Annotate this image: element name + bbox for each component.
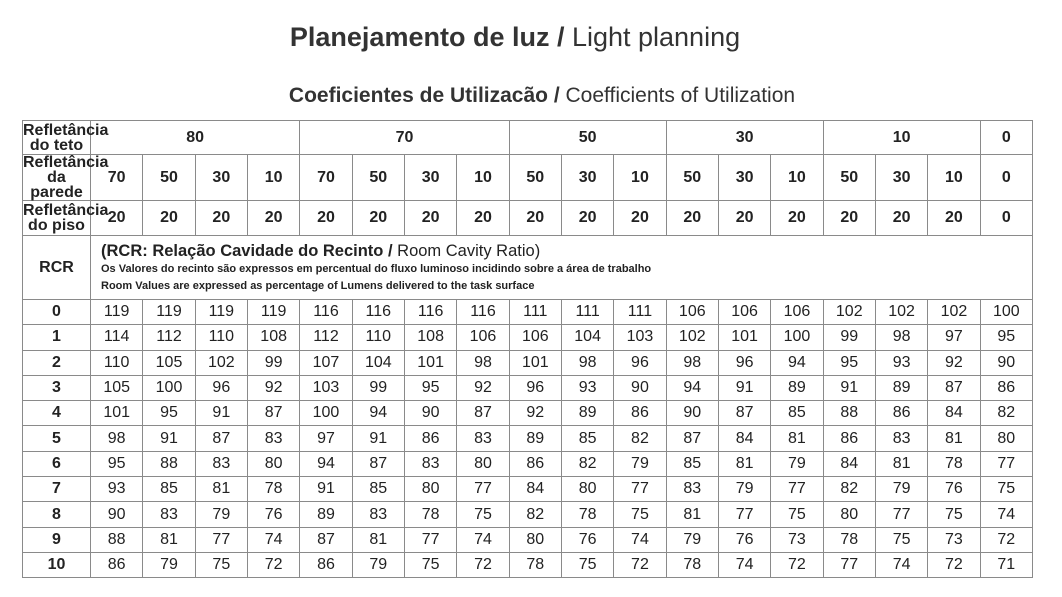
rcr-note-portuguese: Os Valores do recinto são expressos em percentual do fluxo luminoso incidindo sobre a área de trabalho [101,262,652,275]
table-cell: 83 [457,426,509,451]
table-cell: 92 [457,375,509,400]
floor-value: 20 [404,201,456,236]
table-cell: 116 [457,300,509,325]
ceiling-value: 0 [980,121,1032,155]
table-cell: 97 [300,426,352,451]
table-cell: 95 [404,375,456,400]
rcr-note-title [101,241,1032,261]
table-cell: 100 [980,300,1032,325]
floor-value: 20 [771,201,823,236]
table-cell: 74 [980,502,1032,527]
table-cell: 91 [143,426,195,451]
table-cell: 88 [91,527,143,552]
floor-value: 20 [195,201,247,236]
wall-label-line1: Refletância [23,154,109,171]
rcr-row-label: 8 [23,502,91,527]
wall-value: 50 [352,155,404,201]
rcr-row-label: 9 [23,527,91,552]
table-cell: 100 [300,401,352,426]
table-cell: 98 [561,350,613,375]
table-cell: 76 [928,477,980,502]
table-cell: 76 [718,527,770,552]
table-cell: 74 [457,527,509,552]
table-cell: 82 [823,477,875,502]
wall-value: 70 [300,155,352,201]
table-cell: 82 [980,401,1032,426]
table-cell: 87 [352,451,404,476]
table-cell: 119 [143,300,195,325]
table-cell: 90 [91,502,143,527]
table-cell: 86 [404,426,456,451]
table-cell: 71 [980,552,1032,577]
wall-value: 50 [823,155,875,201]
table-cell: 75 [614,502,666,527]
table-cell: 79 [614,451,666,476]
table-cell: 87 [718,401,770,426]
page-title-bold: Planejamento de luz / [289,22,565,52]
table-cell: 110 [91,350,143,375]
table-cell: 102 [823,300,875,325]
table-cell: 87 [247,401,299,426]
table-cell: 86 [300,552,352,577]
table-cell: 95 [143,401,195,426]
table-cell: 94 [666,375,718,400]
table-cell: 86 [509,451,561,476]
table-cell: 82 [509,502,561,527]
table-cell: 106 [718,300,770,325]
table-cell: 106 [771,300,823,325]
table-cell: 80 [509,527,561,552]
wall-value: 30 [404,155,456,201]
table-cell: 75 [457,502,509,527]
table-cell: 72 [928,552,980,577]
coefficients-table [22,120,1033,578]
rcr-row-label: 3 [23,375,91,400]
rcr-label: RCR [23,236,91,300]
table-cell: 77 [771,477,823,502]
table-cell: 78 [823,527,875,552]
table-cell: 97 [928,325,980,350]
floor-reflectance-row [23,201,1033,236]
table-cell: 91 [300,477,352,502]
floor-value: 20 [509,201,561,236]
table-cell: 89 [875,375,927,400]
table-row [23,401,1033,426]
table-row [23,426,1033,451]
table-cell: 95 [980,325,1032,350]
table-cell: 74 [718,552,770,577]
table-cell: 73 [771,527,823,552]
ceiling-reflectance-row [23,121,1033,155]
table-cell: 87 [195,426,247,451]
floor-value: 20 [823,201,875,236]
table-cell: 106 [457,325,509,350]
table-cell: 79 [195,502,247,527]
table-cell: 93 [561,375,613,400]
table-row [23,350,1033,375]
table-cell: 81 [718,451,770,476]
table-cell: 114 [91,325,143,350]
table-cell: 104 [561,325,613,350]
table-cell: 85 [771,401,823,426]
rcr-note-title-normal: Room Cavity Ratio) [392,241,541,260]
table-cell: 79 [352,552,404,577]
rcr-row-label: 0 [23,300,91,325]
table-cell: 91 [352,426,404,451]
table-cell: 82 [614,426,666,451]
table-cell: 93 [91,477,143,502]
table-cell: 81 [875,451,927,476]
table-cell: 83 [352,502,404,527]
table-cell: 81 [143,527,195,552]
table-cell: 86 [875,401,927,426]
table-cell: 94 [352,401,404,426]
floor-label-line1: Refletância [23,202,109,219]
table-cell: 82 [561,451,613,476]
table-cell: 106 [509,325,561,350]
ceiling-value: 10 [823,121,980,155]
rcr-row-label: 2 [23,350,91,375]
wall-value: 50 [143,155,195,201]
table-cell: 112 [143,325,195,350]
table-cell: 116 [300,300,352,325]
table-cell: 101 [404,350,456,375]
rcr-row-label: 7 [23,477,91,502]
wall-value: 30 [718,155,770,201]
table-row [23,477,1033,502]
table-cell: 92 [928,350,980,375]
table-cell: 80 [561,477,613,502]
table-cell: 76 [561,527,613,552]
table-cell: 74 [875,552,927,577]
table-cell: 78 [509,552,561,577]
table-cell: 89 [561,401,613,426]
table-cell: 92 [509,401,561,426]
table-cell: 75 [928,502,980,527]
wall-value: 50 [666,155,718,201]
floor-value: 20 [614,201,666,236]
table-cell: 81 [771,426,823,451]
table-cell: 103 [300,375,352,400]
table-cell: 90 [666,401,718,426]
table-cell: 106 [666,300,718,325]
table-cell: 108 [404,325,456,350]
floor-value: 20 [352,201,404,236]
wall-reflectance-label [23,154,109,201]
table-cell: 98 [91,426,143,451]
table-cell: 75 [771,502,823,527]
table-row [23,502,1033,527]
table-cell: 91 [823,375,875,400]
table-cell: 102 [195,350,247,375]
table-cell: 79 [718,477,770,502]
table-cell: 77 [823,552,875,577]
table-cell: 90 [404,401,456,426]
table-cell: 90 [980,350,1032,375]
table-cell: 102 [928,300,980,325]
rcr-row-label: 6 [23,451,91,476]
table-cell: 80 [247,451,299,476]
table-cell: 86 [91,552,143,577]
table-cell: 83 [247,426,299,451]
table-cell: 108 [247,325,299,350]
table-cell: 101 [718,325,770,350]
table-cell: 83 [666,477,718,502]
ceiling-label-line1: Refletância [23,121,109,139]
table-cell: 87 [666,426,718,451]
table-cell: 98 [457,350,509,375]
table-cell: 96 [195,375,247,400]
table-cell: 92 [247,375,299,400]
table-cell: 81 [195,477,247,502]
table-cell: 80 [457,451,509,476]
table-cell: 72 [247,552,299,577]
table-cell: 111 [561,300,613,325]
wall-value: 50 [509,155,561,201]
wall-reflectance-row [23,155,1033,201]
table-cell: 77 [718,502,770,527]
table-cell: 89 [300,502,352,527]
table-cell: 91 [718,375,770,400]
table-cell: 119 [195,300,247,325]
table-row [23,451,1033,476]
table-cell: 87 [928,375,980,400]
table-cell: 79 [666,527,718,552]
table-cell: 110 [195,325,247,350]
table-cell: 72 [771,552,823,577]
table-cell: 77 [457,477,509,502]
rcr-row-label: 4 [23,401,91,426]
table-cell: 77 [614,477,666,502]
table-row [23,300,1033,325]
wall-label-line2: da parede [30,169,83,201]
table-cell: 101 [91,401,143,426]
wall-value: 30 [875,155,927,201]
table-cell: 116 [404,300,456,325]
table-subtitle-normal: Coefficients of Utilization [559,84,796,107]
table-cell: 75 [195,552,247,577]
table-subtitle-bold: Coeficientes de Utilizacão / [288,84,560,107]
rcr-row-label: 1 [23,325,91,350]
table-cell: 94 [771,350,823,375]
floor-value: 20 [91,201,143,236]
wall-value: 10 [457,155,509,201]
table-row [23,325,1033,350]
table-cell: 72 [614,552,666,577]
table-cell: 81 [352,527,404,552]
wall-value: 0 [980,155,1032,201]
wall-value: 10 [928,155,980,201]
table-cell: 110 [352,325,404,350]
table-cell: 77 [980,451,1032,476]
table-cell: 105 [143,350,195,375]
table-cell: 107 [300,350,352,375]
table-cell: 89 [509,426,561,451]
table-cell: 95 [823,350,875,375]
floor-value: 20 [300,201,352,236]
ceiling-label-line2: do teto [29,136,84,154]
table-cell: 85 [666,451,718,476]
wall-value: 10 [614,155,666,201]
floor-value: 20 [928,201,980,236]
table-cell: 81 [928,426,980,451]
table-cell: 80 [980,426,1032,451]
table-cell: 84 [928,401,980,426]
table-cell: 75 [404,552,456,577]
floor-value: 20 [561,201,613,236]
table-row [23,552,1033,577]
table-cell: 98 [875,325,927,350]
table-cell: 74 [247,527,299,552]
table-cell: 78 [928,451,980,476]
rcr-row-label: 10 [23,552,91,577]
table-cell: 99 [247,350,299,375]
table-cell: 85 [143,477,195,502]
table-cell: 96 [718,350,770,375]
floor-value: 20 [875,201,927,236]
table-cell: 83 [404,451,456,476]
table-cell: 78 [247,477,299,502]
ceiling-value: 70 [300,121,509,155]
wall-value: 30 [195,155,247,201]
table-cell: 79 [875,477,927,502]
table-cell: 72 [457,552,509,577]
table-cell: 91 [195,401,247,426]
table-cell: 119 [247,300,299,325]
rcr-note-english: Room Values are expressed as percentage of Lumens delivered to the task surface [101,279,535,292]
table-cell: 94 [300,451,352,476]
table-cell: 75 [561,552,613,577]
wall-value: 70 [91,155,143,201]
table-cell: 80 [823,502,875,527]
table-cell: 85 [352,477,404,502]
table-cell: 103 [614,325,666,350]
table-cell: 86 [980,375,1032,400]
table-cell: 76 [247,502,299,527]
table-cell: 81 [666,502,718,527]
table-cell: 96 [509,375,561,400]
table-cell: 87 [457,401,509,426]
table-cell: 84 [718,426,770,451]
table-cell: 116 [352,300,404,325]
table-cell: 89 [771,375,823,400]
floor-value: 20 [143,201,195,236]
table-cell: 75 [875,527,927,552]
table-cell: 78 [561,502,613,527]
table-cell: 95 [91,451,143,476]
table-cell: 102 [875,300,927,325]
table-cell: 99 [352,375,404,400]
table-subtitle [0,83,1062,109]
ceiling-value: 80 [91,121,300,155]
table-cell: 105 [91,375,143,400]
table-cell: 79 [771,451,823,476]
floor-value: 20 [247,201,299,236]
table-cell: 100 [771,325,823,350]
ceiling-reflectance-label [23,121,109,155]
table-cell: 73 [928,527,980,552]
table-cell: 87 [300,527,352,552]
page-title [0,20,1030,54]
table-cell: 80 [404,477,456,502]
table-row [23,375,1033,400]
table-cell: 112 [300,325,352,350]
table-cell: 104 [352,350,404,375]
page-title-normal: Light planning [564,22,741,52]
ceiling-value: 50 [509,121,666,155]
floor-reflectance-label [23,201,109,236]
floor-label-line2: do piso [28,217,85,234]
table-cell: 90 [614,375,666,400]
table-cell: 99 [823,325,875,350]
table-cell: 72 [980,527,1032,552]
table-cell: 75 [980,477,1032,502]
floor-value: 0 [980,201,1032,236]
rcr-note [91,236,1033,300]
table-cell: 96 [614,350,666,375]
table-cell: 119 [91,300,143,325]
table-cell: 86 [823,426,875,451]
table-cell: 101 [509,350,561,375]
ceiling-value: 30 [666,121,823,155]
table-cell: 102 [666,325,718,350]
rcr-note-title-bold: (RCR: Relação Cavidade do Recinto / [101,241,393,260]
table-cell: 83 [195,451,247,476]
wall-value: 10 [247,155,299,201]
table-cell: 77 [875,502,927,527]
table-cell: 98 [666,350,718,375]
table-cell: 78 [404,502,456,527]
table-cell: 77 [195,527,247,552]
table-cell: 88 [143,451,195,476]
wall-value: 10 [771,155,823,201]
table-cell: 93 [875,350,927,375]
rcr-header-row [23,236,1033,300]
floor-value: 20 [457,201,509,236]
table-cell: 83 [875,426,927,451]
table-cell: 83 [143,502,195,527]
table-cell: 77 [404,527,456,552]
rcr-row-label: 5 [23,426,91,451]
table-cell: 111 [614,300,666,325]
floor-value: 20 [666,201,718,236]
table-cell: 74 [614,527,666,552]
table-cell: 86 [614,401,666,426]
table-cell: 111 [509,300,561,325]
table-cell: 100 [143,375,195,400]
floor-value: 20 [718,201,770,236]
table-cell: 85 [561,426,613,451]
wall-value: 30 [561,155,613,201]
table-cell: 84 [509,477,561,502]
table-cell: 79 [143,552,195,577]
table-row [23,527,1033,552]
table-cell: 88 [823,401,875,426]
table-cell: 84 [823,451,875,476]
table-cell: 78 [666,552,718,577]
